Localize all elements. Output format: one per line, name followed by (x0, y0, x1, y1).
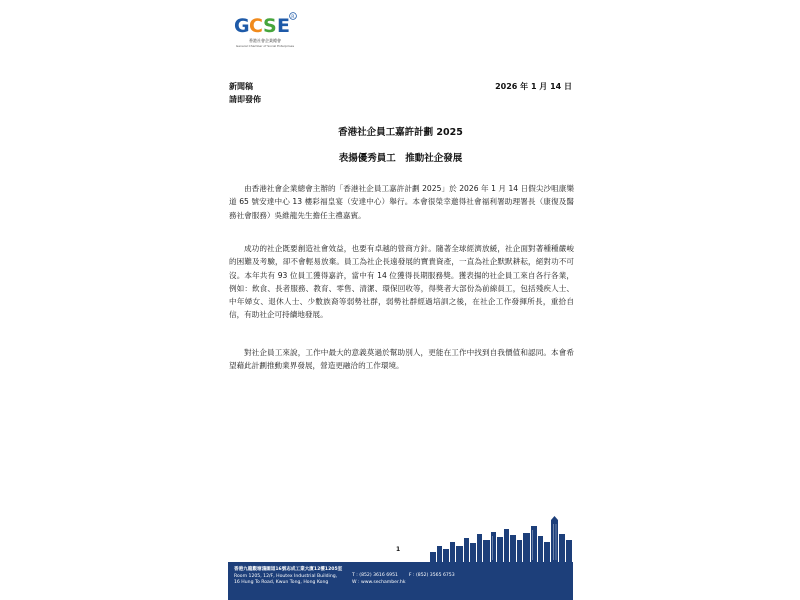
address-en-line2: 16 Hung To Road, Kwun Tong, Hong Kong (234, 580, 329, 586)
logo-name-en: General Chamber of Social Enterprises (235, 44, 295, 48)
footer-contact (352, 573, 455, 586)
address-en-line1: Room 1205, 12/F, Houtex Industrial Building, (234, 573, 338, 579)
release-labels (229, 80, 261, 106)
svg-text:S: S (263, 15, 277, 36)
footer-address (234, 567, 342, 587)
svg-text:C: C (249, 15, 263, 36)
press-release-label: 新聞稿 (229, 82, 253, 91)
logo-name-zh: 香港社會企業總會 (249, 38, 281, 43)
headline: 香港社企員工嘉許計劃 2025 (338, 127, 463, 138)
fax-number: F : (852) 3565 6753 (408, 573, 455, 578)
page-number: 1 (396, 546, 401, 553)
body-paragraph-2: 成功的社企既要創造社會效益，也要有卓越的營商方針。隨著全球經濟放緩，社企面對著種種嚴峻的困難及考驗，卻不會輕易放棄。員工為社企長遠發展的寶貴資產，一直為社企默默耕耘，絕對功不可沒。本年共有 93 位員工獲得嘉許，當中有 14 位獲得長期服務獎。獲表揚的社企員工來自各行各業，例如：飲食、長者服務、教育、零售、清潔、環保回收等，得獎者大部份為前線員工，包括殘疾人士、中年婦女、退休人士、少數族裔等弱勢社群，弱勢社群經過培訓之後，在社企工作發揮所長，重拾自信，有助社企可持續地發展。 (229, 244, 574, 320)
phone-number: T : (852) 3616 6951 (352, 573, 398, 578)
address-zh: 香港九龍觀塘鴻圖道16號志成工業大廈12樓1205室 (234, 567, 343, 572)
svg-text:E: E (277, 15, 290, 36)
footer-band (228, 562, 573, 600)
gcse-logo-mark (232, 12, 298, 36)
gcse-logo (232, 12, 298, 54)
body-paragraph-3: 對社企員工來說，工作中最大的意義莫過於幫助別人，更能在工作中找到自我價值和認同。本會希望藉此計劃推動業界發展，營造更融洽的工作環境。 (229, 348, 574, 371)
body-paragraph-1: 由香港社會企業總會主辦的「香港社企員工嘉許計劃 2025」於 2026 年 1 月 14 日假尖沙咀康樂道 65 號安達中心 13 樓彩福皇宴（安達中心）舉行。本會很榮幸邀得社會福利署助理署長（康復及醫務社會服務）吳維龍先生擔任主禮嘉賓。 (229, 184, 574, 220)
release-date: 2026 年 1 月 14 日 (495, 82, 572, 91)
svg-text:G: G (234, 15, 250, 36)
subheadline: 表揚優秀員工 推動社企發展 (338, 153, 463, 164)
website-link[interactable]: W : www.sechamber.hk (352, 579, 406, 585)
city-skyline-graphic (430, 516, 572, 564)
svg-text:R: R (291, 14, 295, 20)
immediate-release-label: 請即發佈 (229, 95, 261, 104)
